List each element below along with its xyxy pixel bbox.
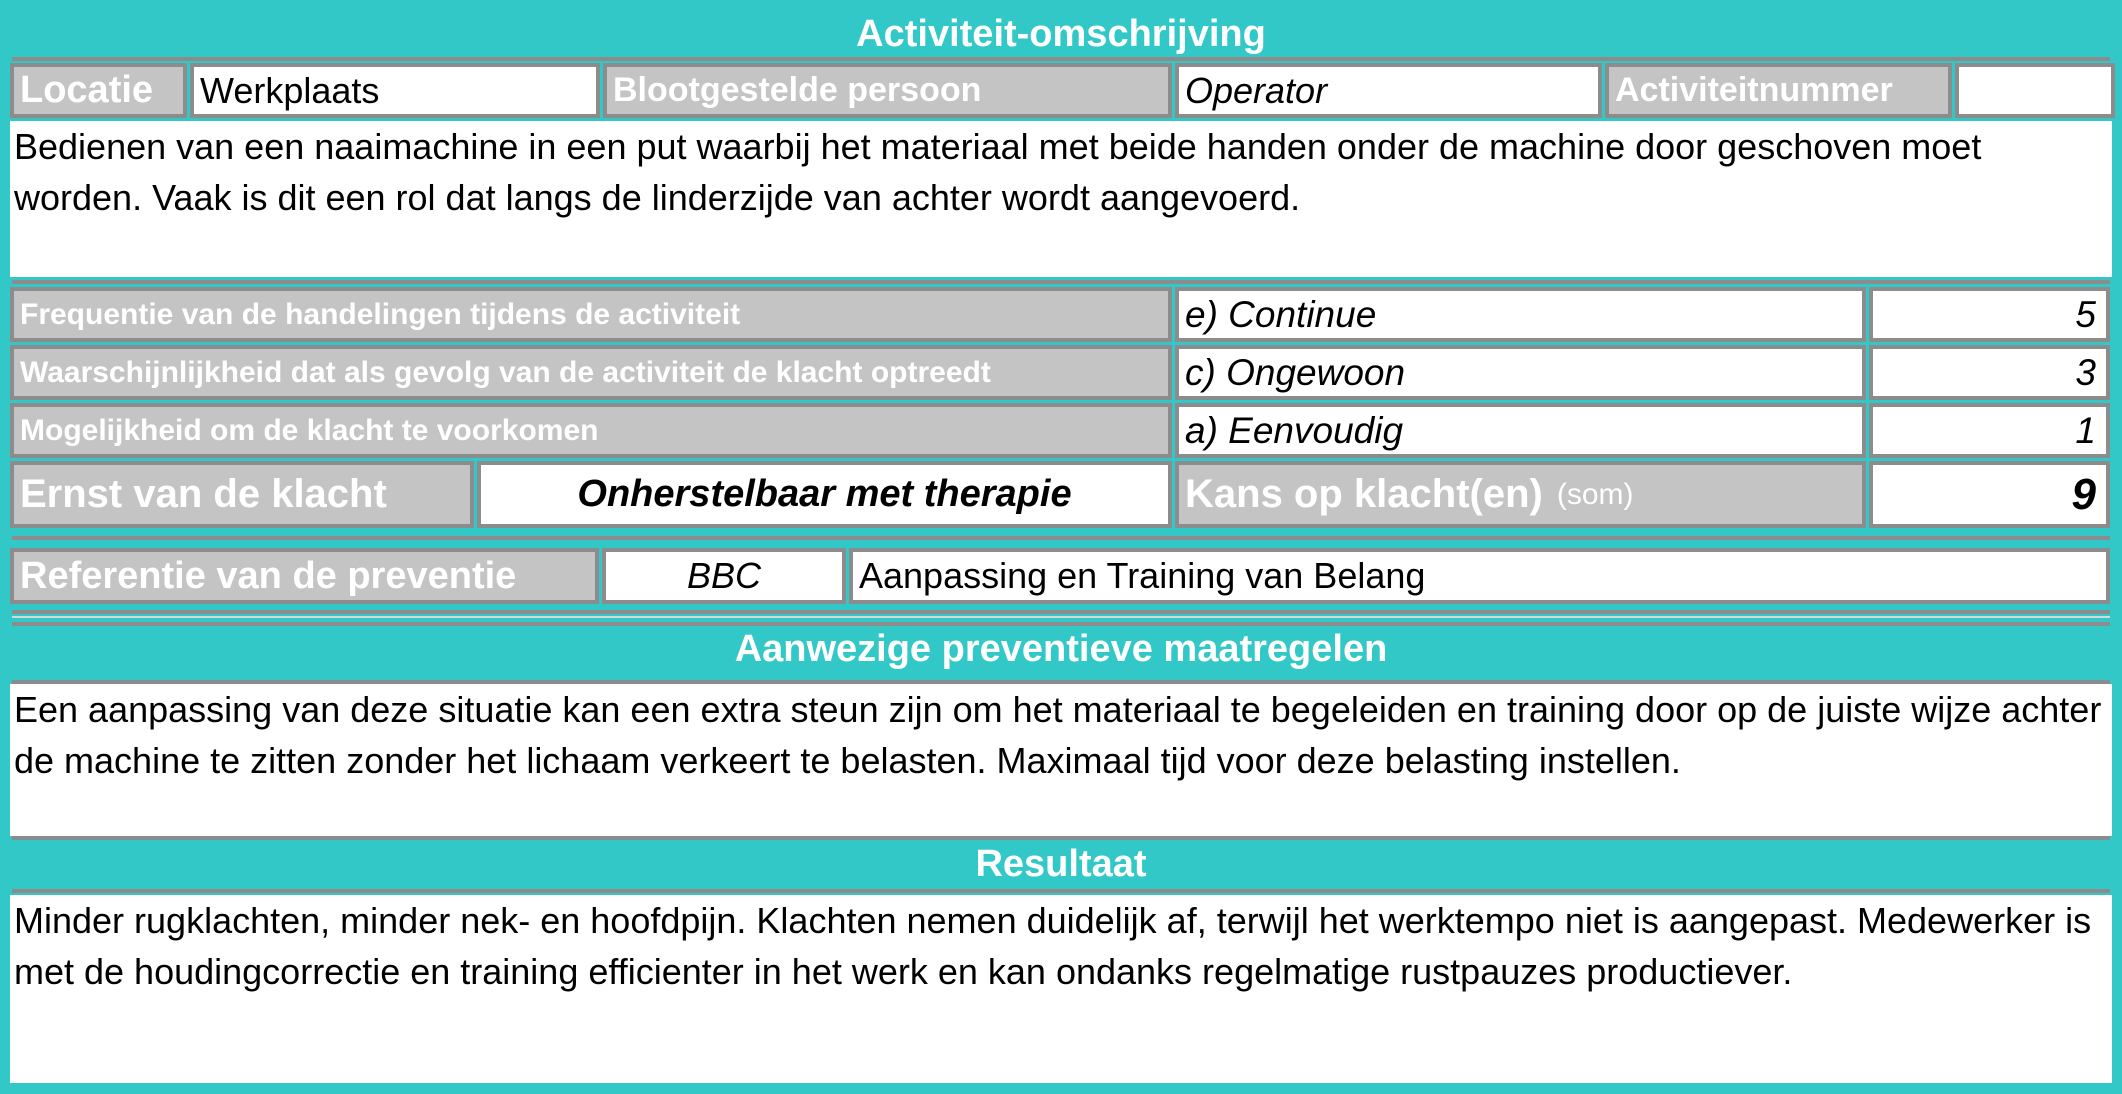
activity-description[interactable]: Bedienen van een naaimachine in een put waarbij het materiaal met beide handen onder de machine door geschoven moet worden. Vaak is dit een rol dat langs de linderzijde van achter wordt aangevoerd.	[10, 121, 2112, 277]
frequency-label: Frequentie van de handelingen tijdens de activiteit	[10, 287, 1172, 342]
chance-total: 9	[1869, 461, 2110, 528]
prevention-reference-label: Referentie van de preventie	[10, 548, 599, 604]
exposed-person-label: Blootgestelde persoon	[603, 63, 1172, 118]
location-label: Locatie	[10, 63, 187, 118]
prevention-reference-code[interactable]: BBC	[602, 548, 846, 604]
divider	[12, 610, 2110, 614]
exposed-person-field[interactable]: Operator	[1175, 63, 1602, 118]
divider	[12, 280, 2110, 284]
chance-label	[1175, 461, 1866, 528]
chance-sum-note: (som)	[1556, 477, 1634, 511]
activity-number-label: Activiteitnummer	[1605, 63, 1952, 118]
divider	[12, 536, 2110, 540]
probability-score: 3	[1869, 345, 2110, 400]
divider	[12, 616, 2110, 618]
result-section-title: Resultaat	[975, 843, 1147, 885]
result-text[interactable]: Minder rugklachten, minder nek- en hoofdpijn. Klachten nemen duidelijk af, terwijl het werktempo niet is aangepast. Medewerker is met de houdingcorrectie en training efficienter in het werk en kan ondanks regelmatige rustpauzes productiever.	[10, 895, 2112, 1083]
frequency-score: 5	[1869, 287, 2110, 342]
prevention-possibility-score: 1	[1869, 403, 2110, 458]
severity-label: Ernst van de klacht	[10, 461, 474, 528]
probability-label: Waarschijnlijkheid dat als gevolg van de activiteit de klacht optreedt	[10, 345, 1172, 400]
probability-choice[interactable]: c) Ongewoon	[1175, 345, 1866, 400]
divider	[12, 889, 2110, 893]
prevention-possibility-choice[interactable]: a) Eenvoudig	[1175, 403, 1866, 458]
divider	[12, 622, 2110, 626]
divider	[12, 836, 2110, 840]
frequency-choice[interactable]: e) Continue	[1175, 287, 1866, 342]
location-field[interactable]: Werkplaats	[190, 63, 600, 118]
activity-number-field[interactable]	[1955, 63, 2115, 118]
prevention-possibility-label: Mogelijkheid om de klacht te voorkomen	[10, 403, 1172, 458]
measures-section-title: Aanwezige preventieve maatregelen	[734, 628, 1388, 670]
activity-section-title: Activiteit-omschrijving	[856, 13, 1266, 55]
chance-label-text: Kans op klacht(en)	[1185, 472, 1543, 516]
prevention-reference-description[interactable]: Aanpassing en Training van Belang	[849, 548, 2110, 604]
measures-text[interactable]: Een aanpassing van deze situatie kan een extra steun zijn om het materiaal te begeleiden en training door op de juiste wijze achter de machine te zitten zonder het lichaam verkeert te belasten. Maximaal tijd voor deze belasting instellen.	[10, 684, 2112, 836]
divider	[12, 57, 2110, 61]
severity-value[interactable]: Onherstelbaar met therapie	[477, 461, 1172, 528]
